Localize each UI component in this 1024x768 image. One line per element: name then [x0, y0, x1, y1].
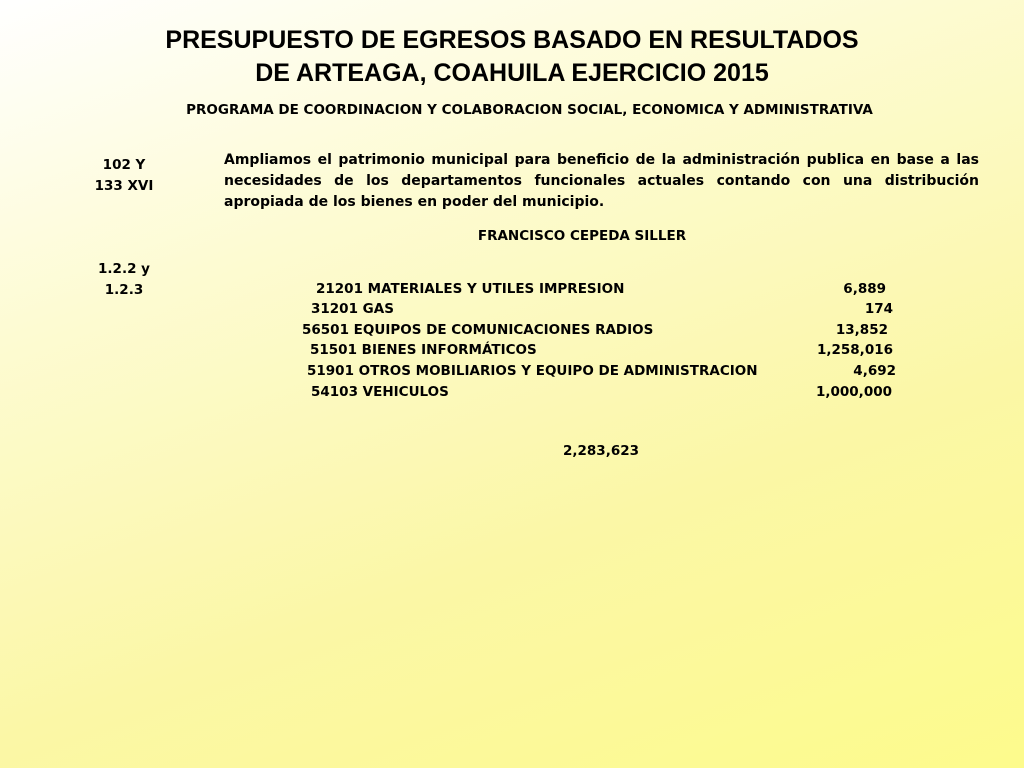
budget-total: 2,283,623: [563, 443, 640, 459]
budget-item-amount: 4,692: [853, 363, 896, 379]
budget-item-label: 51901 OTROS MOBILIARIOS Y EQUIPO DE ADMINISTRACION: [307, 363, 758, 379]
budget-item-amount: 6,889: [843, 281, 886, 297]
budget-item-label: 31201 GAS: [311, 301, 394, 317]
budget-item-label: 56501 EQUIPOS DE COMUNICACIONES RADIOS: [302, 322, 654, 338]
legal-reference-line-1: 102 Y: [102, 157, 146, 173]
plan-reference-line-1: 1.2.2 y: [98, 261, 150, 277]
budget-item-amount: 174: [864, 301, 893, 317]
legal-reference: [69, 155, 179, 197]
budget-item-amount: 1,000,000: [815, 384, 892, 400]
title-line-1: PRESUPUESTO DE EGRESOS BASADO EN RESULTADOS: [165, 26, 859, 54]
budget-item-label: 54103 VEHICULOS: [311, 384, 449, 400]
plan-reference: [69, 259, 179, 301]
budget-item-amount: 13,852: [835, 322, 888, 338]
program-description: Ampliamos el patrimonio municipal para beneficio de la administración publica en base a las necesidades de los departamentos funcionales actuales contando con una distribución apropiada de los bienes en poder del municipio.: [224, 152, 979, 210]
page-title: [0, 24, 1024, 90]
plan-reference-line-2: 1.2.3: [104, 282, 144, 298]
legal-reference-line-2: 133 XVI: [94, 178, 154, 194]
title-line-2: DE ARTEAGA, COAHUILA EJERCICIO 2015: [255, 59, 769, 87]
program-subtitle: PROGRAMA DE COORDINACION Y COLABORACION SOCIAL, ECONOMICA Y ADMINISTRATIVA: [186, 102, 873, 118]
budget-item-amount: 1,258,016: [816, 342, 893, 358]
budget-item-label: 51501 BIENES INFORMÁTICOS: [310, 342, 537, 358]
responsible-name: FRANCISCO CEPEDA SILLER: [477, 228, 687, 244]
budget-item-label: 21201 MATERIALES Y UTILES IMPRESION: [316, 281, 625, 297]
